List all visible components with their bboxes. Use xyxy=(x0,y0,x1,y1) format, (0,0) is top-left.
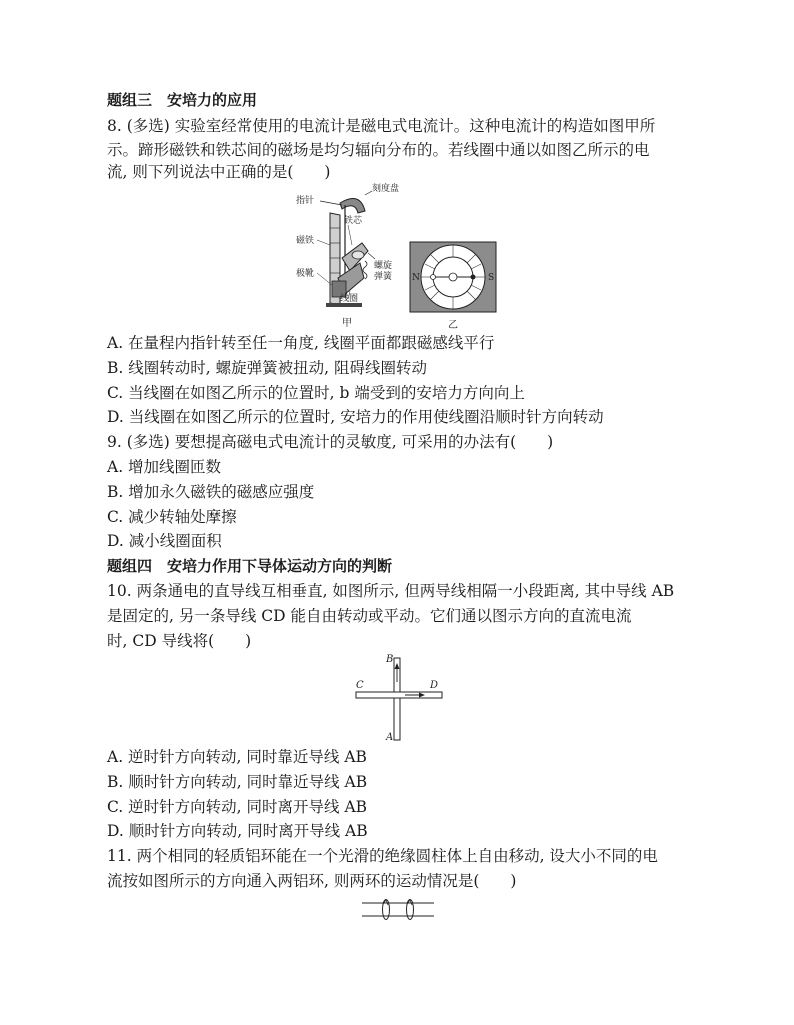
question-9-line-1: 9. (多选) 要想提高磁电式电流计的灵敏度, 可采用的办法有( ) xyxy=(107,433,554,451)
question-10-option-d: D. 顺时针方向转动, 同时离开导线 AB xyxy=(107,822,368,840)
point-a-label: A xyxy=(386,732,394,743)
point-c-label: C xyxy=(356,680,364,691)
question-8-option-d: D. 当线圈在如图乙所示的位置时, 安培力的作用使线圈沿顺时针方向转动 xyxy=(107,408,604,426)
pole-shoe-label: 极靴 xyxy=(296,269,315,279)
question-8-line-1: 8. (多选) 实验室经常使用的电流计是磁电式电流计。这种电流计的构造如图甲所 xyxy=(107,117,656,135)
radial-field-figure xyxy=(408,240,498,332)
pointer-label: 指针 xyxy=(296,196,315,206)
figure-yi-caption: 乙 xyxy=(448,320,458,331)
north-pole-label: N xyxy=(412,273,420,283)
question-9-option-d: D. 减小线圈面积 xyxy=(107,532,222,550)
dial-label: 刻度盘 xyxy=(372,184,400,194)
question-8-option-b: B. 线圈转动时, 螺旋弹簧被扭动, 阻碍线圈转动 xyxy=(107,359,427,377)
galvanometer-structure-figure xyxy=(290,183,400,333)
point-d-label: D xyxy=(430,680,439,691)
south-pole-label: S xyxy=(488,273,495,283)
perpendicular-wires-figure xyxy=(350,652,450,744)
question-10-line-2: 是固定的, 另一条导线 CD 能自由转动或平动。它们通以图示方向的直流电流 xyxy=(107,607,632,625)
magnet-label: 磁铁 xyxy=(296,236,315,246)
point-b-label: B xyxy=(386,654,394,665)
question-9-option-c: C. 减少转轴处摩擦 xyxy=(107,508,237,526)
question-9-option-b: B. 增加永久磁铁的磁感应强度 xyxy=(107,483,315,501)
question-9-option-a: A. 增加线圈匝数 xyxy=(107,458,222,476)
spring-label-2: 弹簧 xyxy=(374,272,393,282)
question-8-line-2: 示。蹄形磁铁和铁芯间的磁场是均匀辐向分布的。若线圈中通以如图乙所示的电 xyxy=(107,141,650,159)
question-10-option-b: B. 顺时针方向转动, 同时靠近导线 AB xyxy=(107,773,368,791)
question-8-line-3: 流, 则下列说法中正确的是( ) xyxy=(107,163,331,181)
section-heading: 题组三 安培力的应用 xyxy=(107,91,258,109)
aluminum-rings-figure xyxy=(360,895,436,925)
question-8-option-a: A. 在量程内指针转至任一角度, 线圈平面都跟磁感线平行 xyxy=(107,334,495,352)
question-11-line-1: 11. 两个相同的轻质铝环能在一个光滑的绝缘圆柱体上自由移动, 设大小不同的电 xyxy=(107,847,658,865)
section-heading: 题组四 安培力作用下导体运动方向的判断 xyxy=(107,557,393,575)
spring-label-1: 螺旋 xyxy=(374,261,393,271)
figure-jia-caption: 甲 xyxy=(342,318,352,329)
question-10-option-a: A. 逆时针方向转动, 同时靠近导线 AB xyxy=(107,748,367,766)
core-label: 铁芯 xyxy=(344,216,363,226)
question-10-line-3: 时, CD 导线将( ) xyxy=(107,632,252,650)
question-10-option-c: C. 逆时针方向转动, 同时离开导线 AB xyxy=(107,798,368,816)
coil-label: 线圈 xyxy=(340,294,359,304)
question-11-line-2: 流按如图所示的方向通入两铝环, 则两环的运动情况是( ) xyxy=(107,872,517,890)
question-8-option-c: C. 当线圈在如图乙所示的位置时, b 端受到的安培力方向向上 xyxy=(107,384,525,402)
question-10-line-1: 10. 两条通电的直导线互相垂直, 如图所示, 但两导线相隔一小段距离, 其中导线 AB xyxy=(107,582,675,600)
